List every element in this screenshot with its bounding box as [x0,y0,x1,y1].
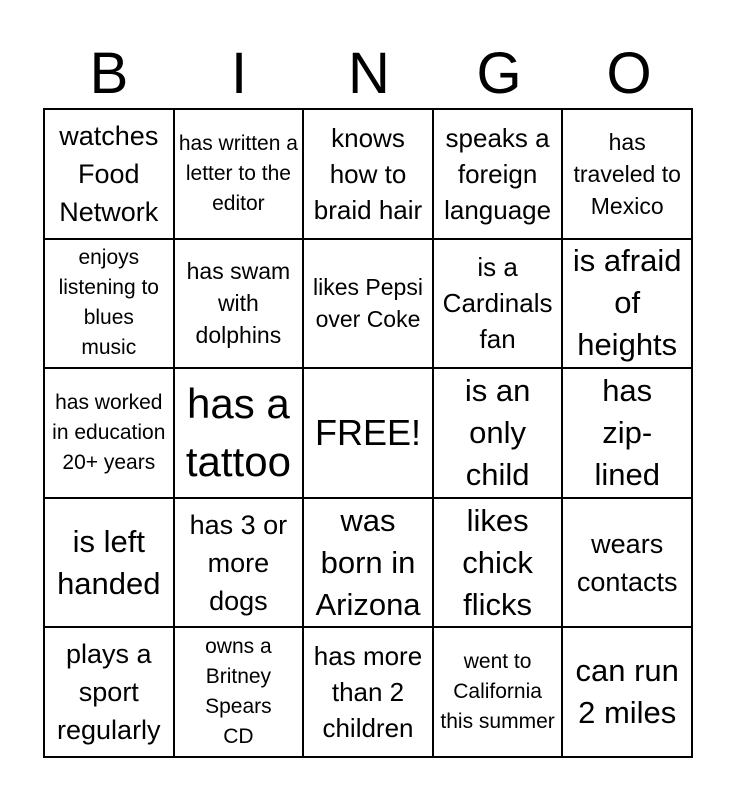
bingo-cell[interactable]: knows how to braid hair [303,109,433,239]
bingo-cell[interactable]: wears contacts [562,498,692,628]
bingo-cell[interactable]: was born in Arizona [303,498,433,628]
bingo-cell[interactable]: has zip-lined [562,368,692,498]
bingo-cell[interactable]: plays a sport regularly [44,627,174,757]
bingo-cell[interactable]: likes Pepsi over Coke [303,239,433,369]
bingo-cell[interactable]: has written a letter to the editor [174,109,304,239]
bingo-cell[interactable]: has more than 2 children [303,627,433,757]
header-letter-i: I [230,41,248,106]
bingo-cell[interactable]: owns a Britney Spears CD [174,627,304,757]
bingo-cell[interactable]: enjoys listening to blues music [44,239,174,369]
header-letter-b: B [89,41,129,106]
header-letter-g: G [476,41,522,106]
bingo-cell[interactable]: has worked in education 20+ years [44,368,174,498]
free-space[interactable]: FREE! [303,368,433,498]
bingo-cell[interactable]: has swam with dolphins [174,239,304,369]
header-letter-o: O [606,41,652,106]
bingo-cell[interactable]: speaks a foreign language [433,109,563,239]
bingo-cell[interactable]: has 3 or more dogs [174,498,304,628]
bingo-cell[interactable]: can run 2 miles [562,627,692,757]
header-letter-n: N [348,41,390,106]
bingo-cell[interactable]: is an only child [433,368,563,498]
bingo-cell[interactable]: is a Cardinals fan [433,239,563,369]
bingo-board [43,108,693,758]
bingo-cell[interactable]: watches Food Network [44,109,174,239]
bingo-header [44,42,694,106]
bingo-cell[interactable]: has traveled to Mexico [562,109,692,239]
bingo-cell[interactable]: has a tattoo [174,368,304,498]
bingo-cell[interactable]: likes chick flicks [433,498,563,628]
bingo-cell[interactable]: is afraid of heights [562,239,692,369]
bingo-cell[interactable]: went to California this summer [433,627,563,757]
bingo-cell[interactable]: is left handed [44,498,174,628]
